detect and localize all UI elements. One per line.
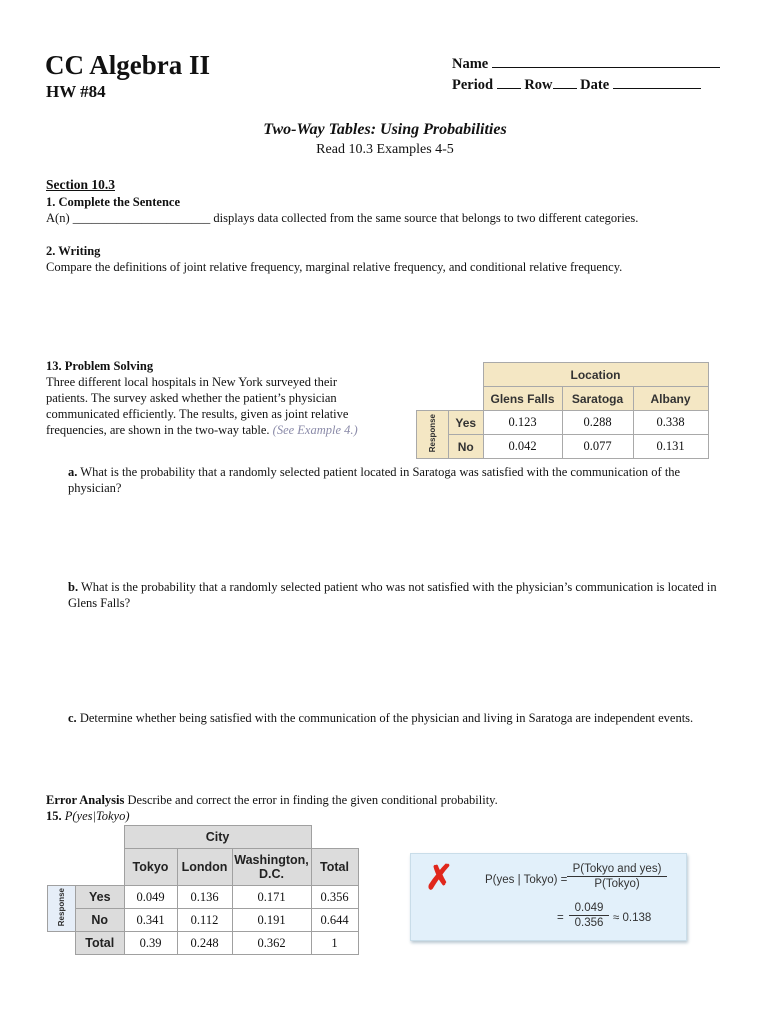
response-side-label: Response — [48, 886, 76, 932]
error-x-icon: ✗ — [425, 859, 454, 897]
q15-number: 15. — [46, 809, 62, 823]
course-title: CC Algebra II — [45, 50, 211, 80]
work-fraction-2 — [569, 902, 609, 929]
cell-no-saratoga: 0.077 — [562, 435, 633, 459]
question-1 — [46, 194, 638, 226]
reading-assignment: Read 10.3 Examples 4-5 — [316, 142, 454, 157]
work-equals: = — [557, 912, 564, 924]
section-heading: Section 10.3 — [46, 177, 115, 192]
work-denominator-2: 0.356 — [574, 917, 604, 929]
q1-prefix: A(n) — [46, 211, 70, 225]
student-info-block — [452, 53, 720, 95]
cell-yes-glens-falls: 0.123 — [483, 411, 562, 435]
date-field[interactable] — [613, 74, 701, 89]
col-total: Total — [311, 849, 358, 886]
error-heading: Error Analysis — [46, 793, 125, 807]
city-header: City — [124, 826, 311, 849]
cell-yes-albany: 0.338 — [633, 411, 708, 435]
q13b-text: What is the probability that a randomly selected patient who was not satisfied with the physician’s communication is located in Glens Falls? — [68, 580, 717, 610]
cell-no-tokyo: 0.341 — [124, 909, 177, 932]
location-header: Location — [483, 363, 708, 387]
row-yes-label: Yes — [449, 411, 484, 435]
col-albany: Albany — [633, 387, 708, 411]
cell-yes-saratoga: 0.288 — [562, 411, 633, 435]
homework-number: HW #84 — [46, 82, 106, 101]
cell-no-total: 0.644 — [311, 909, 358, 932]
q13-heading: 13. Problem Solving — [46, 359, 154, 373]
name-field[interactable] — [492, 53, 720, 68]
row-label: Row — [524, 77, 553, 93]
q13-line-3: communicated efficiently. The results, given as joint relative — [46, 407, 349, 421]
col-washington: Washington, D.C. — [232, 849, 311, 886]
row-no-label: No — [449, 435, 484, 459]
cell-yes-washington: 0.171 — [232, 886, 311, 909]
worksheet-subtitle: Two-Way Tables: Using Probabilities — [263, 121, 507, 138]
row-total-label: Total — [76, 932, 125, 955]
question-13a — [68, 464, 728, 496]
incorrect-work-box — [410, 853, 687, 941]
q13a-text: What is the probability that a randomly selected patient located in Saratoga was satisfied with the communication of the physician? — [68, 465, 681, 495]
question-2 — [46, 243, 736, 275]
work-fraction-1 — [567, 863, 667, 890]
cell-no-albany: 0.131 — [633, 435, 708, 459]
cell-no-london: 0.112 — [177, 909, 232, 932]
q15-probability: P(yes|Tokyo) — [64, 809, 130, 823]
error-instructions: Describe and correct the error in finding the given conditional probability. — [127, 793, 498, 807]
question-13 — [46, 358, 406, 438]
work-numerator-2: 0.049 — [569, 902, 609, 916]
cell-yes-tokyo: 0.049 — [124, 886, 177, 909]
q13-line-1: Three different local hospitals in New York surveyed their — [46, 375, 338, 389]
q1-text: displays data collected from the same source that belongs to two different categories. — [213, 211, 639, 225]
cell-no-glens-falls: 0.042 — [483, 435, 562, 459]
error-analysis — [46, 792, 736, 824]
cell-yes-total: 0.356 — [311, 886, 358, 909]
cell-total-washington: 0.362 — [232, 932, 311, 955]
period-field[interactable] — [497, 74, 521, 89]
cell-total-london: 0.248 — [177, 932, 232, 955]
cell-yes-london: 0.136 — [177, 886, 232, 909]
question-13b — [68, 579, 728, 611]
work-numerator-1: P(Tokyo and yes) — [567, 863, 667, 877]
q13b-label: b. — [68, 580, 79, 594]
row-no-label: No — [76, 909, 125, 932]
q13a-label: a. — [68, 465, 78, 479]
q1-heading: 1. Complete the Sentence — [46, 195, 180, 209]
city-table — [47, 825, 359, 955]
q2-text: Compare the definitions of joint relative frequency, marginal relative frequency, and conditional relative frequency. — [46, 260, 623, 274]
period-label: Period — [452, 77, 494, 93]
example-reference: (See Example 4.) — [272, 423, 358, 437]
col-saratoga: Saratoga — [562, 387, 633, 411]
col-tokyo: Tokyo — [124, 849, 177, 886]
cell-total-total: 1 — [311, 932, 358, 955]
q1-blank[interactable]: ______________________ — [72, 211, 211, 225]
work-denominator-1: P(Tokyo) — [594, 878, 640, 890]
q13c-label: c. — [68, 711, 77, 725]
q2-heading: 2. Writing — [46, 244, 101, 258]
cell-no-washington: 0.191 — [232, 909, 311, 932]
work-approx: ≈ 0.138 — [613, 912, 652, 924]
row-yes-label: Yes — [76, 886, 125, 909]
work-lhs: P(yes | Tokyo) = — [485, 874, 568, 886]
col-london: London — [177, 849, 232, 886]
cell-total-tokyo: 0.39 — [124, 932, 177, 955]
response-side-label: Response — [417, 411, 449, 459]
row-field[interactable] — [553, 74, 577, 89]
q13c-text: Determine whether being satisfied with the communication of the physician and living in Saratoga are independent events. — [79, 711, 694, 725]
location-table — [416, 362, 709, 459]
name-label: Name — [452, 56, 489, 72]
col-glens-falls: Glens Falls — [483, 387, 562, 411]
q13-line-4: frequencies, are shown in the two-way table. — [46, 423, 270, 437]
date-label: Date — [580, 77, 610, 93]
q13-line-2: patients. The survey asked whether the patient’s physician — [46, 391, 337, 405]
question-13c — [68, 710, 728, 726]
